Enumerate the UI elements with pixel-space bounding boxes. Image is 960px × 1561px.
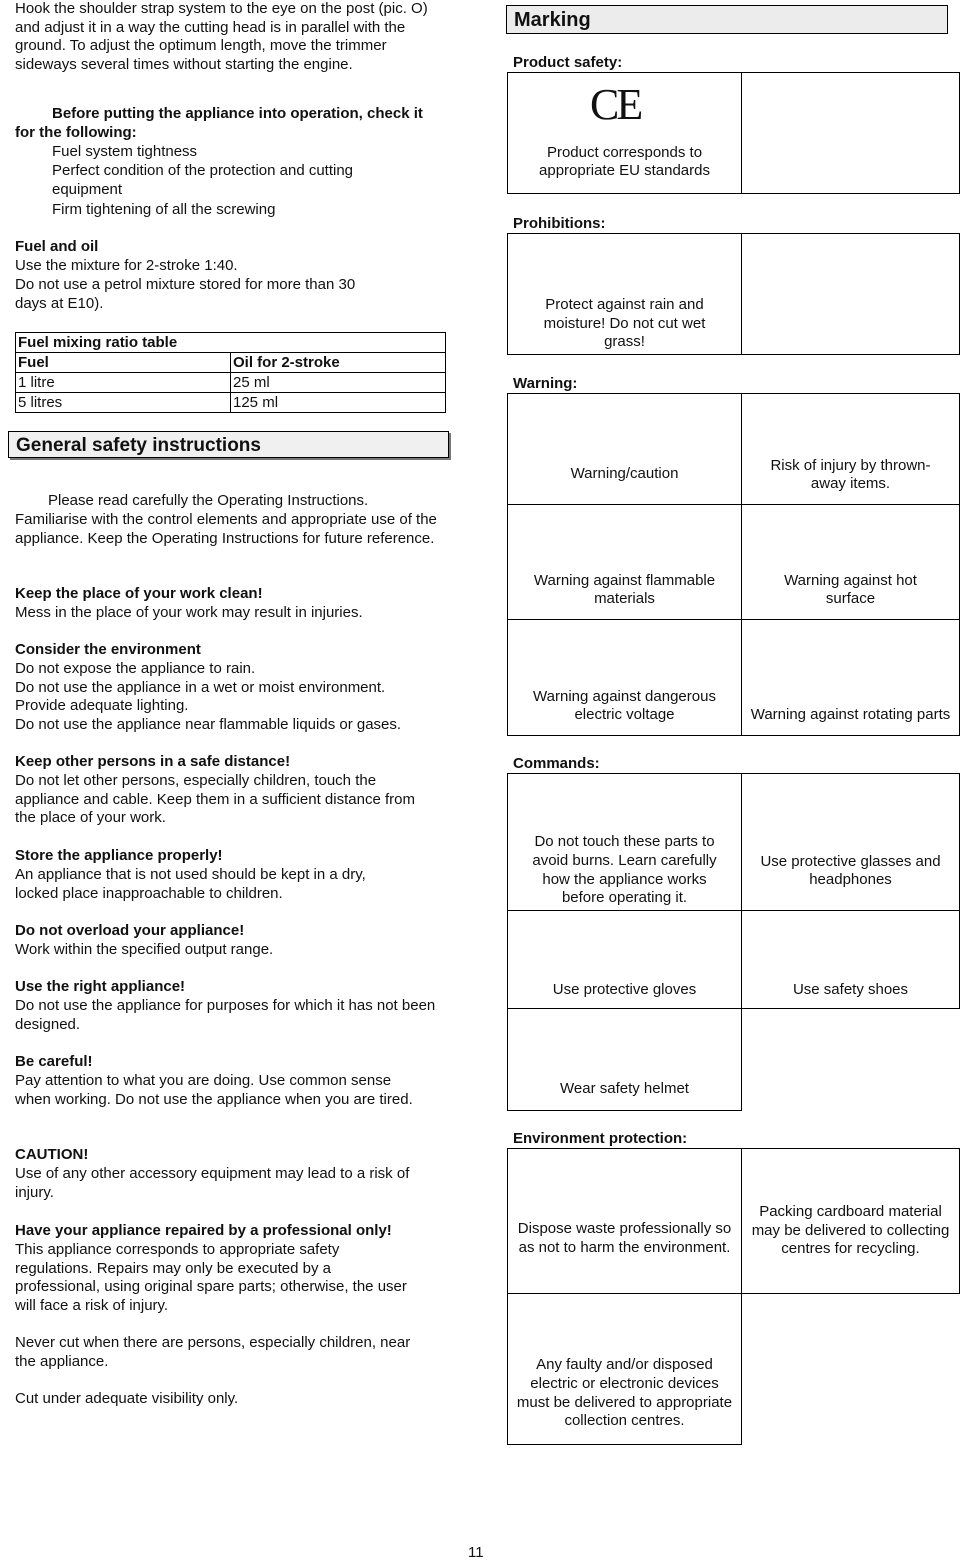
section-text: Do not expose the appliance to rain. Do not use the appliance in a wet or moist environment. Provide adequate lighting. Do not use the appliance near flammable liquids or gases. xyxy=(15,660,402,734)
environment-caption: Any faulty and/or disposed electric or electronic devices must be delivered to appropriate collection centres. xyxy=(516,1356,733,1430)
table-header-oil: Oil for 2-stroke xyxy=(231,353,446,373)
command-cell xyxy=(507,910,742,1009)
table-cell: 5 litres xyxy=(16,393,231,413)
visibility-text: Cut under adequate visibility only. xyxy=(15,1390,239,1407)
prohibitions-label: Prohibitions: xyxy=(513,215,606,232)
command-cell xyxy=(507,773,742,911)
section-text: Mess in the place of your work may result in injuries. xyxy=(15,604,363,621)
table-cell: 125 ml xyxy=(231,393,446,413)
warning-caption: Warning against hot surface xyxy=(784,571,917,608)
fuel-text-1: Use the mixture for 2-stroke 1:40. xyxy=(15,257,238,274)
section-title: Have your appliance repaired by a professional only! xyxy=(15,1222,392,1239)
ce-mark-icon: CE xyxy=(590,80,641,129)
warning-caption: Warning against flammable materials xyxy=(533,571,716,608)
intro-paragraph: Hook the shoulder strap system to the eye on the post (pic. O) and adjust it in a way the cutting head is in parallel with the ground. To adjust the optimum length, move the trimmer sideways several times without starting the engine. xyxy=(15,0,428,74)
warning-caption: Warning against rotating parts xyxy=(750,706,951,724)
warning-cell xyxy=(741,504,960,620)
section-title: CAUTION! xyxy=(15,1146,89,1163)
warning-caption: Warning against dangerous electric voltage xyxy=(533,687,716,724)
section-text: Use of any other accessory equipment may lead to a risk of injury. xyxy=(15,1165,410,1201)
warning-cell xyxy=(507,619,742,736)
section-text: Do not use the appliance for purposes for which it has not been designed. xyxy=(15,997,436,1033)
table-cell: 1 litre xyxy=(16,373,231,393)
section-title: Consider the environment xyxy=(15,641,201,658)
check-heading: Before putting the appliance into operation, check it for the following: xyxy=(15,105,423,141)
commands-label: Commands: xyxy=(513,755,600,772)
section-title: Use the right appliance! xyxy=(15,978,186,995)
warning-caption: Warning/caution xyxy=(570,465,679,483)
warning-cell xyxy=(507,393,742,505)
command-caption: Do not touch these parts to avoid burns. Learn carefully how the appliance works before operating it. xyxy=(532,833,717,907)
environment-label: Environment protection: xyxy=(513,1130,688,1147)
warning-label: Warning: xyxy=(513,375,578,392)
section-title: Do not overload your appliance! xyxy=(15,922,245,939)
warning-cell xyxy=(741,393,960,505)
command-caption: Use safety shoes xyxy=(792,981,909,999)
fuel-mixing-table xyxy=(15,332,446,413)
general-intro-2: Familiarise with the control elements and appropriate use of the appliance. Keep the Operating Instructions for future reference. xyxy=(15,511,437,547)
check-item-2: Perfect condition of the protection and cutting equipment xyxy=(52,162,354,198)
environment-cell xyxy=(741,1148,960,1294)
table-cell: 25 ml xyxy=(231,373,446,393)
section-text: An appliance that is not used should be kept in a dry, locked place inapproachable to children. xyxy=(15,866,366,902)
ce-caption: Product corresponds to appropriate EU standards xyxy=(539,143,710,180)
check-item-1: Fuel system tightness xyxy=(52,143,198,160)
environment-cell xyxy=(507,1293,742,1445)
environment-caption: Packing cardboard material may be delivered to collecting centres for recycling. xyxy=(751,1203,950,1258)
command-cell xyxy=(741,773,960,911)
table-title: Fuel mixing ratio table xyxy=(16,333,446,353)
general-intro-1: Please read carefully the Operating Instructions. xyxy=(48,492,369,509)
section-title: Keep the place of your work clean! xyxy=(15,585,263,602)
warning-cell xyxy=(507,504,742,620)
general-safety-heading: General safety instructions xyxy=(8,431,449,458)
check-item-3: Firm tightening of all the screwing xyxy=(52,201,276,218)
page-number: 11 xyxy=(468,1544,484,1561)
warning-cell xyxy=(741,619,960,736)
command-caption: Use protective glasses and headphones xyxy=(760,852,941,889)
section-text: This appliance corresponds to appropriate safety regulations. Repairs may only be executed by a professional, using original spare parts; otherwise, the user will face a risk of injury. xyxy=(15,1241,407,1315)
environment-cell xyxy=(507,1148,742,1294)
fuel-heading: Fuel and oil xyxy=(15,238,99,255)
command-cell xyxy=(741,910,960,1009)
environment-caption: Dispose waste professionally so as not to harm the environment. xyxy=(517,1220,732,1256)
section-text: Do not let other persons, especially children, touch the appliance and cable. Keep them in a sufficient distance from the place of your work. xyxy=(15,772,415,827)
prohibition-caption: Protect against rain and moisture! Do not cut wet grass! xyxy=(543,295,706,351)
section-title: Store the appliance properly! xyxy=(15,847,223,864)
section-title: Be careful! xyxy=(15,1053,93,1070)
table-row xyxy=(16,393,446,413)
section-title: Keep other persons in a safe distance! xyxy=(15,753,291,770)
command-caption: Wear safety helmet xyxy=(560,1080,689,1098)
empty-cell xyxy=(741,233,960,355)
table-row xyxy=(16,373,446,393)
prohibition-cell xyxy=(507,233,742,355)
product-safety-label: Product safety: xyxy=(513,54,623,71)
ce-cell xyxy=(507,72,742,194)
fuel-text-2: Do not use a petrol mixture stored for more than 30 days at E10). xyxy=(15,276,356,312)
never-cut-text: Never cut when there are persons, especially children, near the appliance. xyxy=(15,1334,411,1370)
command-caption: Use protective gloves xyxy=(552,981,697,999)
empty-cell xyxy=(741,72,960,194)
marking-heading: Marking xyxy=(506,5,948,34)
section-text: Pay attention to what you are doing. Use common sense when working. Do not use the appliance when you are tired. xyxy=(15,1072,413,1108)
section-text: Work within the specified output range. xyxy=(15,941,274,958)
command-cell xyxy=(507,1008,742,1111)
table-header-fuel: Fuel xyxy=(16,353,231,373)
warning-caption: Risk of injury by thrown-away items. xyxy=(770,456,931,493)
